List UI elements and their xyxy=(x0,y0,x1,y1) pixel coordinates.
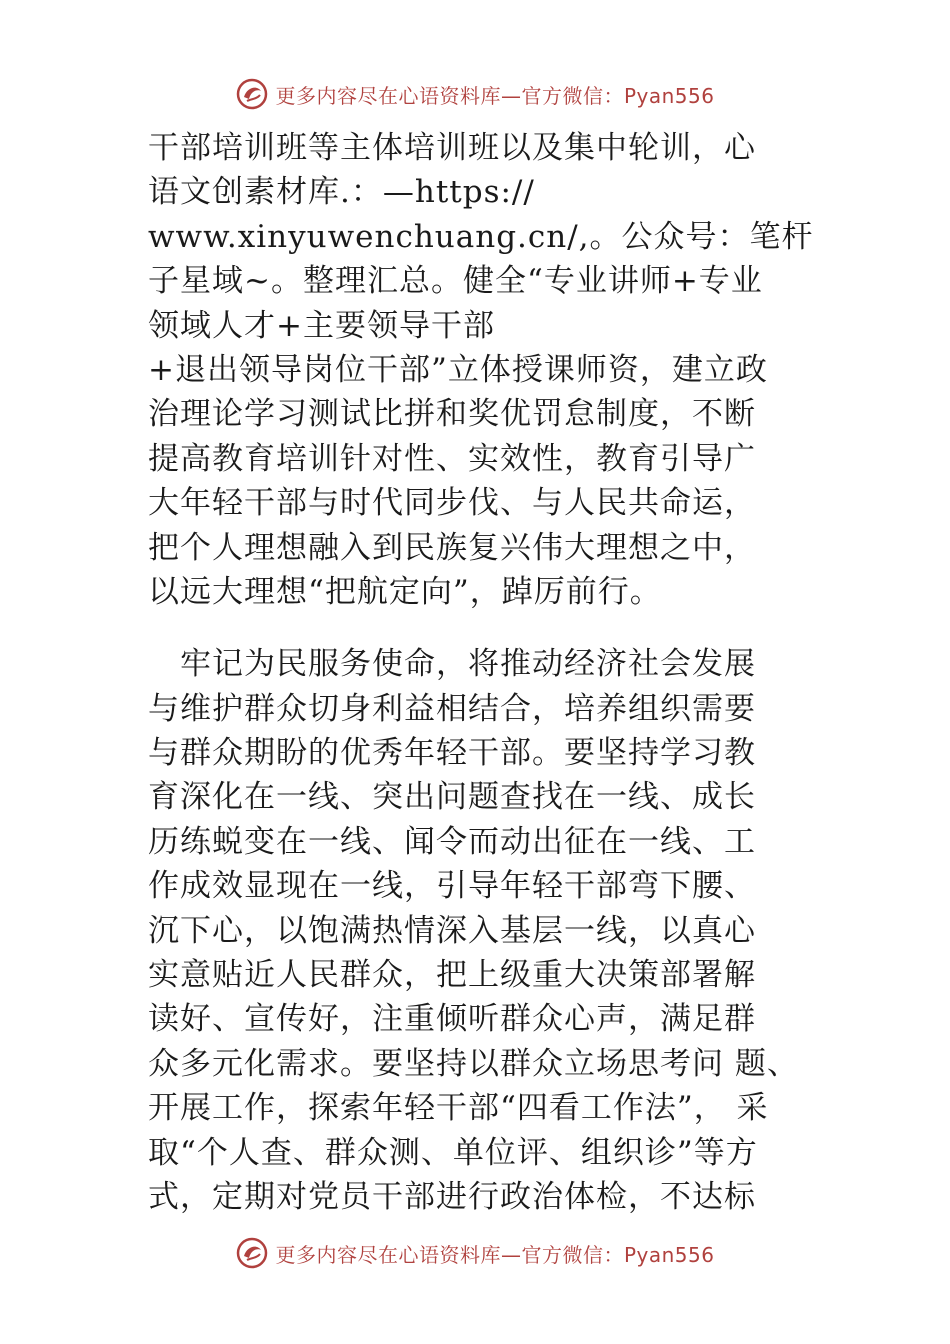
text-line: 作成效显现在一线，引导年轻干部弯下腰、 xyxy=(148,868,756,905)
paragraph-1 xyxy=(148,126,848,614)
text-line: 实意贴近人民群众，把上级重大决策部署解 xyxy=(148,957,756,994)
text-line: 式，定期对党员干部进行政治体检，不达标 xyxy=(148,1178,756,1215)
text-line: 育深化在一线、突出问题查找在一线、成长 xyxy=(148,779,756,816)
text-line: 与群众期盼的优秀年轻干部。要坚持学习教 xyxy=(148,735,756,772)
text-line: www.xinyuwenchuang.cn/,。公众号：笔杆 xyxy=(148,218,814,255)
red-swirl-logo-icon xyxy=(235,77,269,111)
watermark-text: 更多内容尽在心语资料库—官方微信：Pyan556 xyxy=(275,83,715,108)
text-line: 治理论学习测试比拼和奖优罚怠制度，不断 xyxy=(148,396,756,433)
watermark-text: 更多内容尽在心语资料库—官方微信：Pyan556 xyxy=(275,1242,715,1267)
text-line: 大年轻干部与时代同步伐、与人民共命运， xyxy=(148,485,756,522)
paragraph-gap xyxy=(148,614,848,642)
text-line: 沉下心，以饱满热情深入基层一线，以真心 xyxy=(148,912,756,949)
text-line: 领域人才+主要领导干部 xyxy=(148,307,495,344)
text-line: 提高教育培训针对性、实效性，教育引导广 xyxy=(148,440,756,477)
text-line: 语文创素材库.：—https:// xyxy=(148,174,535,211)
text-line: 取“个人查、群众测、单位评、组织诊”等方 xyxy=(148,1134,758,1171)
text-line: 众多元化需求。要坚持以群众立场思考问 题、 xyxy=(148,1045,799,1082)
text-line: 与维护群众切身利益相结合，培养组织需要 xyxy=(148,690,756,727)
text-line: +退出领导岗位干部”立体授课师资，建立政 xyxy=(148,351,768,388)
text-line: 读好、宣传好，注重倾听群众心声，满足群 xyxy=(148,1001,756,1038)
text-line: 子星域~。整理汇总。健全“专业讲师+专业 xyxy=(148,263,763,300)
red-swirl-logo-icon xyxy=(235,1236,269,1270)
text-line: 开展工作，探索年轻干部“四看工作法”， 采 xyxy=(148,1090,769,1127)
text-line: 历练蜕变在一线、闻令而动出征在一线、工 xyxy=(148,823,756,860)
document-body xyxy=(148,126,848,1219)
paragraph-2 xyxy=(148,642,848,1219)
footer-watermark xyxy=(0,1233,950,1273)
text-line: 把个人理想融入到民族复兴伟大理想之中， xyxy=(148,529,756,566)
text-line: 干部培训班等主体培训班以及集中轮训，心 xyxy=(148,130,756,166)
header-watermark xyxy=(0,74,950,114)
text-line: 以远大理想“把航定向”，踔厉前行。 xyxy=(148,573,662,610)
text-line: 牢记为民服务使命，将推动经济社会发展 xyxy=(180,646,756,683)
